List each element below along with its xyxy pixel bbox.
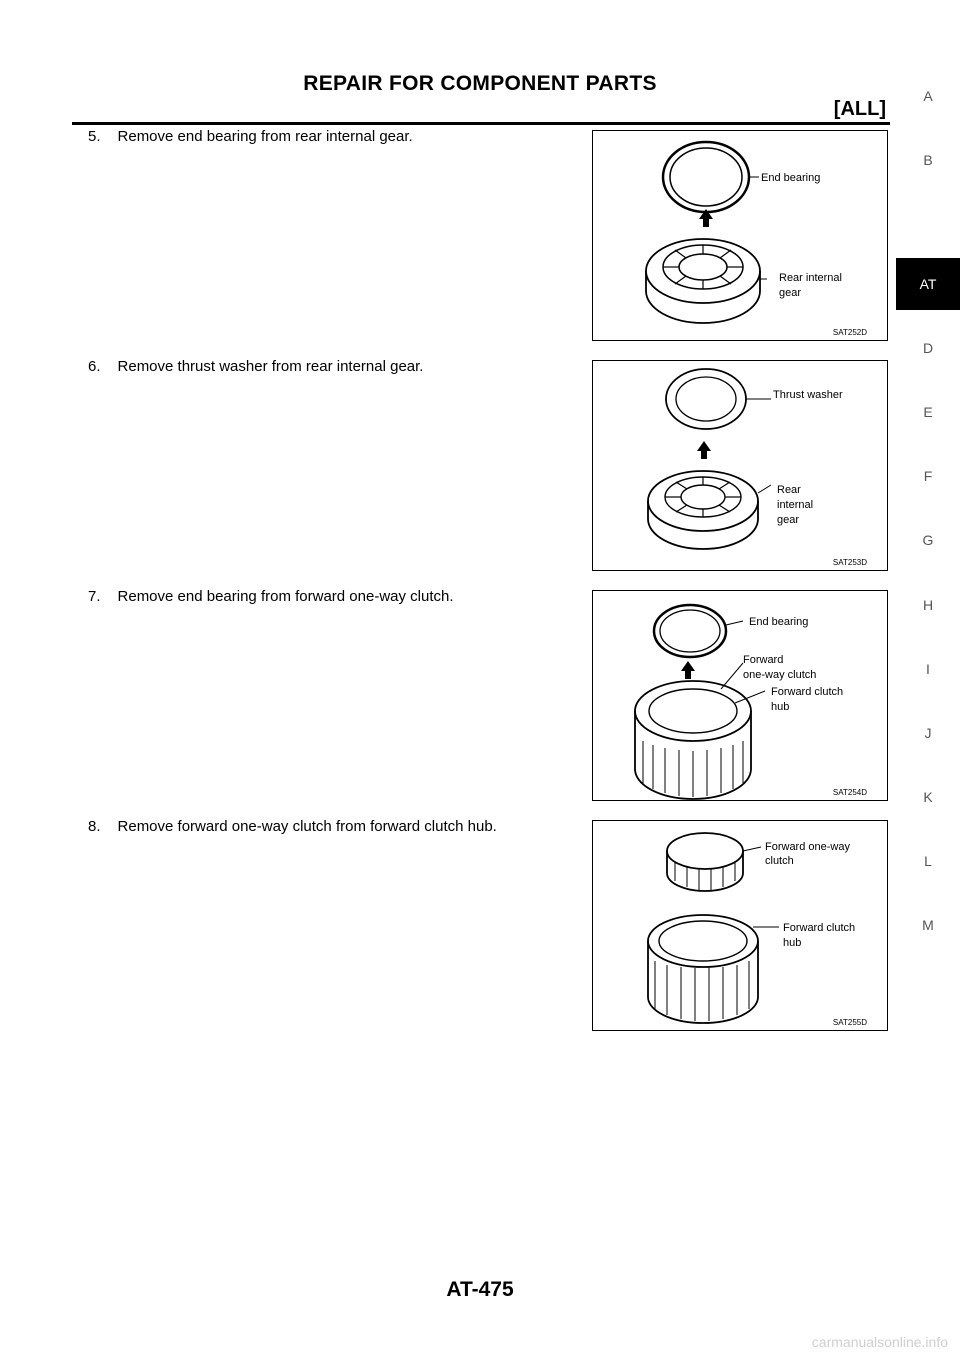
watermark: carmanualsonline.info	[811, 1334, 948, 1350]
illustration-end-bearing	[593, 131, 889, 342]
section-index-tabs	[896, 0, 960, 1358]
label-thrust-washer: Thrust washer	[773, 389, 843, 401]
figure-code: SAT254D	[832, 788, 867, 797]
step-text: Remove forward one-way clutch from forward clutch hub.	[117, 818, 497, 835]
label-hub: hub	[771, 701, 790, 713]
step-number: 6.	[88, 358, 101, 375]
step-6	[88, 358, 423, 375]
label-end-bearing: End bearing	[761, 172, 821, 184]
label-clutch: clutch	[765, 855, 794, 867]
tab-a[interactable]: A	[923, 88, 933, 104]
tab-f[interactable]: F	[923, 468, 933, 484]
label-forward-clutch: Forward clutch	[783, 922, 856, 934]
tab-d[interactable]: D	[922, 340, 934, 356]
step-text: Remove end bearing from forward one-way clutch.	[117, 588, 454, 605]
step-5	[88, 128, 413, 145]
label-one-way-clutch: one-way clutch	[743, 669, 817, 681]
tab-k[interactable]: K	[923, 789, 933, 805]
step-number: 7.	[88, 588, 101, 605]
tab-m[interactable]: M	[922, 917, 934, 933]
label-end-bearing: End bearing	[749, 616, 809, 628]
label-gear: gear	[779, 287, 802, 299]
illustration-thrust-washer	[593, 361, 889, 572]
tab-g[interactable]: G	[922, 532, 934, 548]
figure-code: SAT253D	[832, 558, 867, 567]
figure-end-bearing-rear-internal-gear	[592, 130, 888, 341]
arrow-up-icon	[697, 441, 711, 459]
header-rule	[72, 122, 890, 125]
section-tag: [ALL]	[833, 98, 886, 120]
label-rear: Rear	[777, 484, 801, 496]
figure-code: SAT252D	[832, 328, 867, 337]
illustration-forward-one-way-clutch	[593, 591, 889, 802]
step-7	[88, 588, 454, 605]
tab-e[interactable]: E	[923, 404, 933, 420]
figure-thrust-washer-rear-internal-gear	[592, 360, 888, 571]
step-number: 8.	[88, 818, 101, 835]
tab-l[interactable]: L	[924, 853, 932, 869]
step-text: Remove thrust washer from rear internal gear.	[117, 358, 424, 375]
label-forward-clutch: Forward clutch	[771, 686, 844, 698]
label-gear: gear	[777, 514, 800, 526]
tab-j[interactable]: J	[924, 725, 932, 741]
tab-h[interactable]: H	[922, 597, 934, 613]
step-text: Remove end bearing from rear internal gear.	[117, 128, 413, 145]
label-hub: hub	[783, 937, 802, 949]
step-number: 5.	[88, 128, 101, 145]
step-8	[88, 818, 497, 835]
figure-forward-one-way-clutch-hub	[592, 820, 888, 1031]
tab-i[interactable]: I	[926, 661, 930, 677]
tab-b[interactable]: B	[923, 152, 933, 168]
label-forward-one-way: Forward one-way	[765, 841, 850, 853]
illustration-forward-clutch-hub	[593, 821, 889, 1032]
label-forward: Forward	[743, 654, 784, 666]
tab-at[interactable]: AT	[896, 258, 960, 310]
figure-end-bearing-forward-one-way-clutch	[592, 590, 888, 801]
figure-code: SAT255D	[832, 1018, 867, 1027]
arrow-up-icon	[681, 661, 695, 679]
page-number: AT-475	[446, 1278, 514, 1301]
page-title: REPAIR FOR COMPONENT PARTS	[303, 72, 657, 95]
label-internal: internal	[777, 499, 814, 511]
label-rear-internal: Rear internal	[779, 272, 842, 284]
